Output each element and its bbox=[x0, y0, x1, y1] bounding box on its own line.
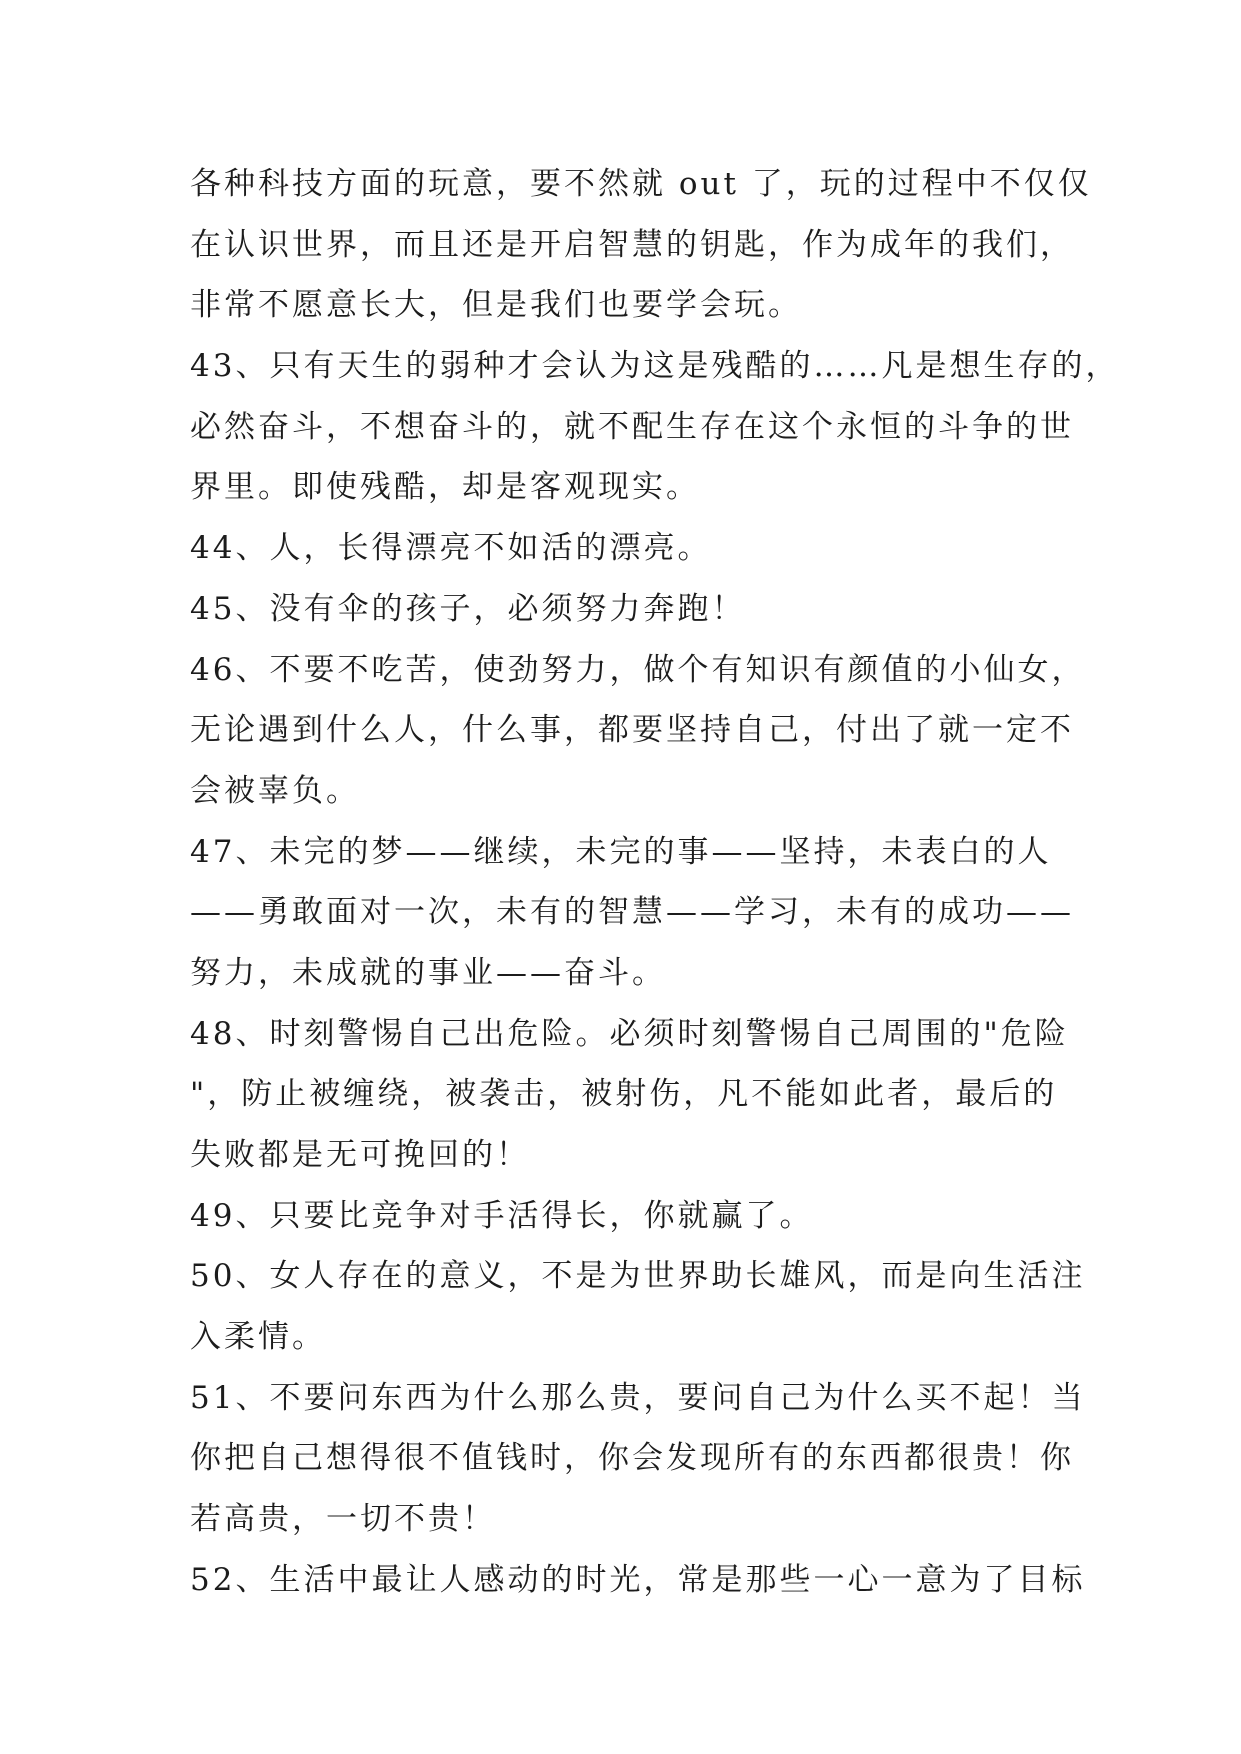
text-line: 46、不要不吃苦，使劲努力，做个有知识有颜值的小仙女， bbox=[190, 651, 1086, 688]
text-line: 无论遇到什么人，什么事，都要坚持自己，付出了就一定不 bbox=[190, 712, 1074, 749]
text-line: 入柔情。 bbox=[190, 1319, 326, 1356]
text-line: 各种科技方面的玩意，要不然就 out 了，玩的过程中不仅仅 bbox=[190, 166, 1092, 202]
text-line: ——勇敢面对一次，未有的智慧——学习，未有的成功—— bbox=[190, 894, 1074, 931]
text-line: 43、只有天生的弱种才会认为这是残酷的……凡是想生存的， bbox=[190, 348, 1120, 385]
text-line: 44、人，长得漂亮不如活的漂亮。 bbox=[190, 530, 712, 567]
text-line: 若高贵，一切不贵！ bbox=[190, 1501, 496, 1538]
text-line: 49、只要比竞争对手活得长，你就赢了。 bbox=[190, 1197, 814, 1234]
text-line: 在认识世界，而且还是开启智慧的钥匙，作为成年的我们， bbox=[190, 226, 1074, 263]
text-line: 你把自己想得很不值钱时，你会发现所有的东西都很贵！你 bbox=[190, 1440, 1074, 1477]
text-line: 努力，未成就的事业——奋斗。 bbox=[190, 954, 666, 991]
text-line: 52、生活中最让人感动的时光，常是那些一心一意为了目标 bbox=[190, 1561, 1086, 1598]
text-line: 失败都是无可挽回的！ bbox=[190, 1137, 530, 1173]
text-line: "，防止被缠绕，被袭击，被射伤，凡不能如此者，最后的 bbox=[190, 1076, 1058, 1113]
text-line: 47、未完的梦——继续，未完的事——坚持，未表白的人 bbox=[190, 833, 1052, 870]
text-line: 50、女人存在的意义，不是为世界助长雄风，而是向生活注 bbox=[190, 1258, 1086, 1295]
text-line: 48、时刻警惕自己出危险。必须时刻警惕自己周围的"危险 bbox=[190, 1015, 1069, 1052]
text-line: 必然奋斗，不想奋斗的，就不配生存在这个永恒的斗争的世 bbox=[190, 408, 1074, 445]
body-text bbox=[190, 154, 1120, 1611]
text-line: 界里。即使残酷，却是客观现实。 bbox=[190, 469, 700, 506]
text-line: 会被辜负。 bbox=[190, 772, 360, 809]
text-line: 非常不愿意长大，但是我们也要学会玩。 bbox=[190, 287, 802, 324]
text-line: 51、不要问东西为什么那么贵，要问自己为什么买不起！当 bbox=[190, 1379, 1086, 1416]
text-line: 45、没有伞的孩子，必须努力奔跑！ bbox=[190, 590, 746, 627]
